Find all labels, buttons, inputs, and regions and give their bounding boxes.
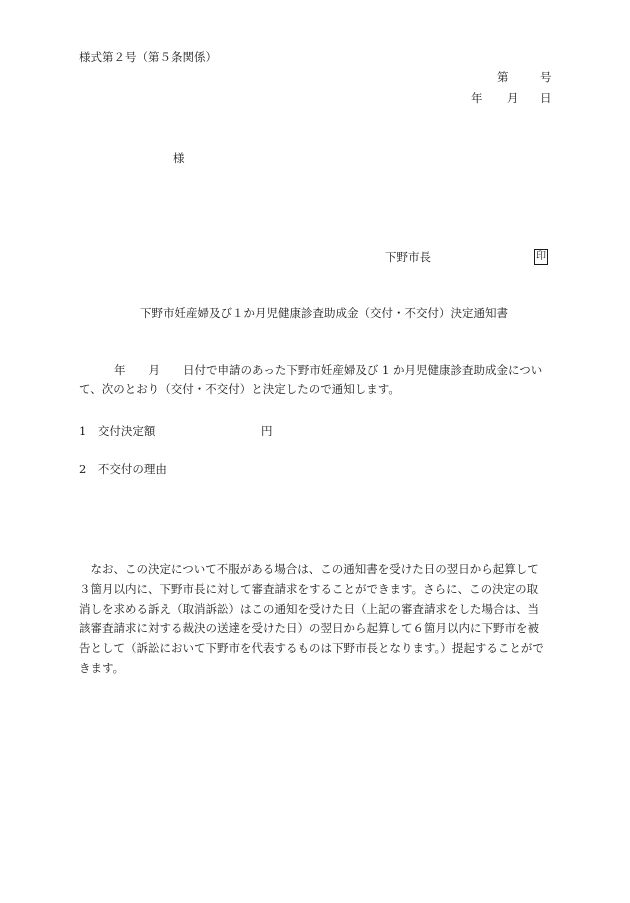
notice-body: [79, 361, 549, 399]
document-number-prefix: 第: [497, 70, 509, 84]
date-day-label: 日: [540, 91, 552, 105]
appeal-notice-line: きます。: [79, 660, 125, 675]
non-grant-reason-label: 2 不交付の理由: [79, 462, 167, 476]
date-month-label: 月: [507, 91, 519, 105]
addressee-honorific: 様: [173, 151, 185, 165]
appeal-notice: [79, 560, 549, 679]
form-number: 様式第２号（第５条関係）: [79, 50, 217, 64]
appeal-notice-line: なお、この決定について不服がある場合は、この通知書を受けた日の翌日から起算して: [79, 562, 539, 576]
document-title: 下野市妊産婦及び１か月児健康診査助成金（交付・不交付）決定通知書: [140, 306, 508, 320]
notice-body-line: て、次のとおり（交付・不交付）と決定したので通知します。: [79, 382, 400, 396]
appeal-notice-line: 消しを求める訴え（取消訴訟）はこの通知を受けた日（上記の審査請求をした場合は、当: [79, 601, 539, 616]
issuer-name: 下野市長: [385, 250, 431, 264]
document-number-suffix: 号: [540, 70, 552, 84]
appeal-notice-line: ３箇月以内に、下野市長に対して審査請求をすることができます。さらに、この決定の取: [79, 581, 539, 596]
appeal-notice-line: 該審査請求に対する裁決の送達を受けた日）の翌日から起算して６箇月以内に下野市を被: [79, 621, 539, 636]
seal-stamp: 印: [534, 249, 548, 265]
grant-amount-unit: 円: [261, 424, 273, 438]
date-year-label: 年: [471, 91, 483, 105]
grant-amount-label: 1 交付決定額: [79, 424, 156, 438]
notice-body-line: 年 月 日付で申請のあった下野市妊産婦及び 1 か月児健康診査助成金につい: [114, 363, 543, 377]
appeal-notice-line: 告として（訴訟において下野市を代表するものは下野市長となります。）提起することがで: [79, 641, 544, 656]
